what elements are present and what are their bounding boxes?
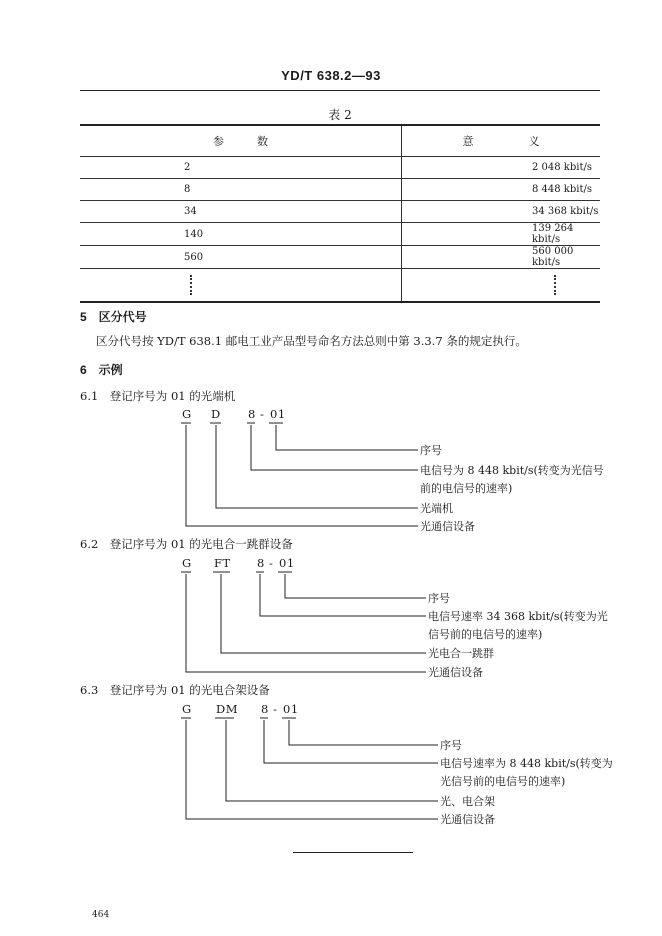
param-cell: 2 bbox=[80, 157, 402, 179]
example-6-1-title: 6.1 登记序号为 01 的光端机 bbox=[80, 389, 236, 403]
code-char-rate: 8 bbox=[248, 407, 256, 421]
end-rule bbox=[293, 852, 413, 853]
col-header-meaning: 意 义 bbox=[402, 125, 601, 157]
label-category: 光通信设备 bbox=[440, 813, 495, 826]
section-5-body: 区分代号按 YD/T 638.1 邮电工业产品型号命名方法总则中第 3.3.7 条的规定执行。 bbox=[96, 334, 527, 348]
param-cell: 34 bbox=[80, 201, 402, 223]
label-rate-line2: 光信号前的电信号的速率) bbox=[440, 775, 566, 788]
param-cell: 560 bbox=[80, 246, 402, 269]
param-cell: 140 bbox=[80, 223, 402, 246]
label-serial: 序号 bbox=[428, 592, 450, 605]
label-type: 光、电合架 bbox=[440, 795, 495, 808]
code-char-type: DM bbox=[216, 702, 238, 716]
code-char-type: D bbox=[211, 407, 221, 421]
example-6-2-title: 6.2 登记序号为 01 的光电合一跳群设备 bbox=[80, 537, 293, 551]
code-char-type: FT bbox=[214, 556, 231, 570]
meaning-cell: 34 368 kbit/s bbox=[402, 201, 601, 223]
section-6-heading: 6 示例 bbox=[80, 363, 123, 377]
table-caption: 表 2 bbox=[328, 108, 352, 122]
label-rate-line1: 电信号速率为 8 448 kbit/s(转变为 bbox=[440, 757, 613, 770]
label-rate-line1: 电信号速率 34 368 kbit/s(转变为光 bbox=[428, 610, 608, 623]
param-cell: 8 bbox=[80, 179, 402, 201]
page-number: 464 bbox=[92, 910, 110, 920]
label-category: 光通信设备 bbox=[420, 520, 475, 533]
label-serial: 序号 bbox=[440, 739, 462, 752]
label-rate-line2: 前的电信号的速率) bbox=[420, 482, 513, 495]
code-dash: - bbox=[260, 407, 265, 421]
code-dash: - bbox=[273, 702, 278, 716]
label-rate-line2: 信号前的电信号的速率) bbox=[428, 628, 543, 641]
code-char-g: G bbox=[182, 556, 192, 570]
meaning-cell: 2 048 kbit/s bbox=[402, 157, 601, 179]
code-char-g: G bbox=[182, 407, 192, 421]
label-rate-line1: 电信号为 8 448 kbit/s(转变为光信号 bbox=[420, 464, 604, 477]
doc-code-header: YD/T 638.2—93 bbox=[281, 68, 381, 83]
label-type: 光电合一跳群 bbox=[428, 647, 494, 660]
meaning-cell: 560 000 kbit/s bbox=[402, 246, 601, 269]
label-serial: 序号 bbox=[420, 444, 442, 457]
label-category: 光通信设备 bbox=[428, 666, 483, 679]
code-dash: - bbox=[269, 556, 274, 570]
code-char-g: G bbox=[182, 702, 192, 716]
col-header-param: 参 数 bbox=[80, 125, 402, 157]
code-char-rate: 8 bbox=[257, 556, 265, 570]
label-type: 光端机 bbox=[420, 502, 453, 515]
code-serial: 01 bbox=[283, 702, 299, 716]
meaning-cell: 139 264 kbit/s bbox=[402, 223, 601, 246]
example-6-3-title: 6.3 登记序号为 01 的光电合架设备 bbox=[80, 683, 270, 697]
code-serial: 01 bbox=[270, 407, 286, 421]
code-char-rate: 8 bbox=[261, 702, 269, 716]
code-serial: 01 bbox=[279, 556, 295, 570]
section-5-heading: 5 区分代号 bbox=[80, 310, 147, 324]
meaning-cell: 8 448 kbit/s bbox=[402, 179, 601, 201]
